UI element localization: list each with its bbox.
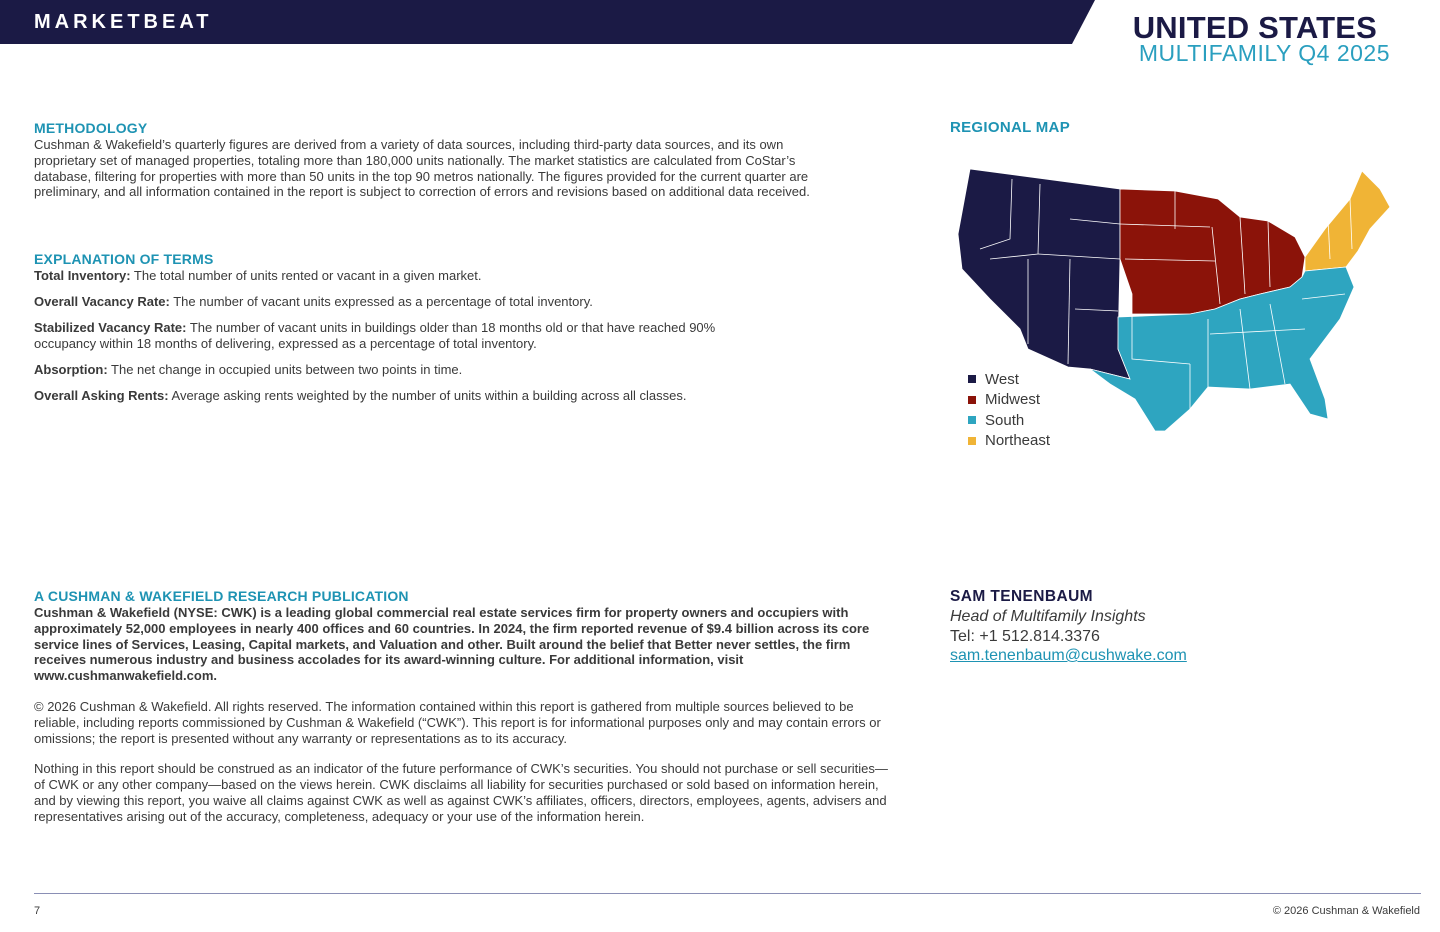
contact-email-link[interactable]: sam.tenenbaum@cushwake.com	[950, 647, 1187, 664]
term-item	[34, 294, 754, 310]
term-label: Absorption:	[34, 362, 108, 377]
terms-section	[34, 250, 754, 404]
legend-item-northeast	[968, 431, 1050, 452]
legend-swatch	[968, 437, 976, 445]
legend-swatch	[968, 396, 976, 404]
legend-label: West	[985, 370, 1019, 388]
publication-about: Cushman & Wakefield (NYSE: CWK) is a leading global commercial real estate services firm for property owners and occupiers with approximately 52,000 employees in nearly 400 offices and 60 countries. In 2024, the firm reported revenue of $9.4 billion across its core service lines of Services, Leasing, Capital markets, and Valuation and other. Built around the belief that Better never settles, the firm receives numerous industry and business accolades for its award-winning culture. For additional information, visit www.cushmanwakefield.com.	[34, 605, 870, 684]
term-definition: The number of vacant units in buildings older than 18 months old or that have reached 90% occupancy within 18 months of delivering, expressed as a percentage of total inventory.	[34, 320, 716, 351]
map-legend	[968, 369, 1050, 451]
report-country: UNITED STATES	[1132, 10, 1377, 45]
map-region-northeast	[1305, 171, 1390, 271]
term-definition: The net change in occupied units between two points in time.	[107, 362, 463, 377]
legend-swatch	[968, 416, 976, 424]
term-label: Overall Asking Rents:	[34, 388, 169, 403]
publication-copyright: © 2026 Cushman & Wakefield. All rights reserved. The information contained within this report is gathered from multiple sources believed to be reliable, including reports commissioned by Cushman & Wakefield (“CWK”). This report is for informational purposes only and may contain errors or omissions; the report is presented without any warranty or representations as to its accuracy.	[34, 698, 881, 746]
regional-map-heading: REGIONAL MAP	[950, 119, 1070, 136]
term-definition: Average asking rents weighted by the number of units within a building across all classes.	[168, 388, 687, 403]
term-definition: The number of vacant units expressed as a percentage of total inventory.	[169, 294, 593, 309]
legend-label: South	[985, 411, 1025, 429]
methodology-text: Cushman & Wakefield’s quarterly figures are derived from a variety of data sources, including third-party data sources, and its own proprietary set of managed properties, totaling more than 180,000 units nationally. The market statistics are calculated from CoStar’s database, filtering for properties with more than 50 units in the top 90 metros nationally. The figures provided for the current quarter are preliminary, and all information contained in the report is subject to correction of errors and revisions based on additional data received.	[34, 137, 810, 200]
page-number: 7	[34, 905, 41, 917]
term-item	[34, 268, 754, 284]
brand-logo: MARKETBEAT	[34, 11, 213, 33]
publication-disclaimer: Nothing in this report should be construed as an indicator of the future performance of CWK’s securities. You should not purchase or sell securities—of CWK or any other company—based on the views herein. CWK disclaims all liability for securities purchased or sold based on information herein, and by viewing this report, you waive all claims against CWK as well as against CWK’s affiliates, officers, directors, employees, agents, advisers and representatives arising out of the accuracy, completeness, adequacy or your use of the information herein.	[34, 761, 888, 824]
legend-swatch	[968, 375, 976, 383]
term-item	[34, 388, 754, 404]
regional-map-section	[950, 119, 1410, 459]
contact-phone: Tel: +1 512.814.3376	[950, 627, 1100, 645]
footer-divider	[34, 893, 1421, 894]
methodology-heading: METHODOLOGY	[34, 120, 148, 136]
legend-label: Midwest	[985, 391, 1041, 409]
term-label: Stabilized Vacancy Rate:	[34, 320, 187, 335]
legend-item-midwest	[968, 390, 1050, 411]
contact-name: SAM TENENBAUM	[950, 588, 1093, 605]
legend-item-west	[968, 369, 1050, 390]
legend-label: Northeast	[985, 432, 1051, 450]
footer-copyright: © 2026 Cushman & Wakefield	[1272, 905, 1420, 917]
publication-heading: A CUSHMAN & WAKEFIELD RESEARCH PUBLICATION	[34, 588, 409, 604]
term-definition: The total number of units rented or vacant in a given market.	[130, 268, 482, 283]
term-label: Overall Vacancy Rate:	[34, 294, 170, 309]
term-item	[34, 320, 754, 352]
contact-role: Head of Multifamily Insights	[950, 608, 1146, 625]
term-label: Total Inventory:	[34, 268, 131, 283]
map-region-west	[958, 169, 1130, 379]
publication-section	[34, 587, 894, 825]
methodology-section	[34, 119, 844, 200]
term-item	[34, 362, 754, 378]
terms-heading: EXPLANATION OF TERMS	[34, 251, 214, 267]
contact-card	[950, 587, 1370, 666]
legend-item-south	[968, 410, 1050, 431]
report-subtitle: MULTIFAMILY Q4 2025	[1138, 40, 1390, 66]
